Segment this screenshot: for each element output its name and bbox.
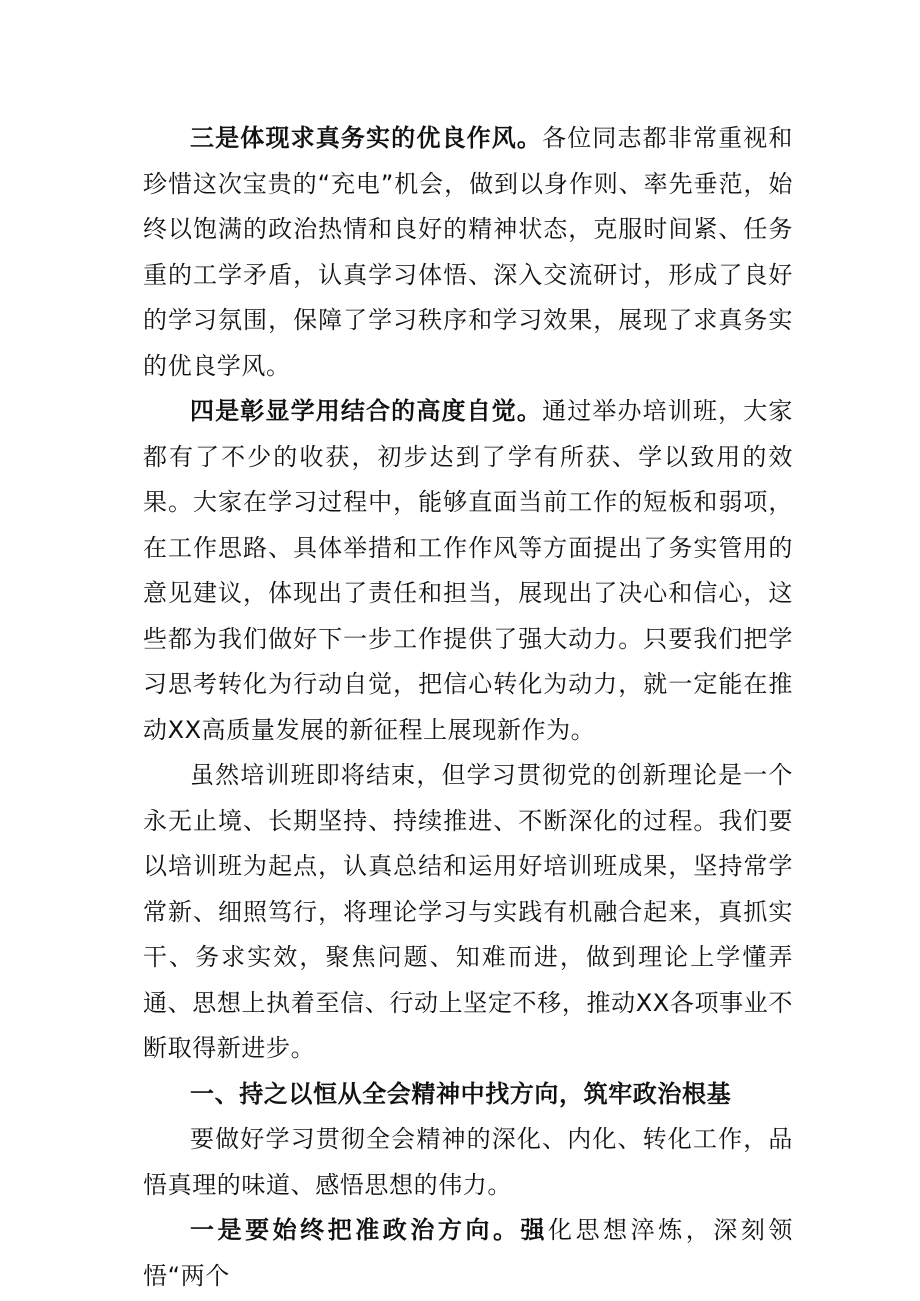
paragraph-conclusion: [143, 753, 793, 1072]
paragraph-text: 通过举办培训班，大家都有了不少的收获，初步达到了学有所获、学以致用的效果。大家在学习过程中，能够直面当前工作的短板和弱项，在工作思路、具体举措和工作作风等方面提出了务实管用的意见建议，体现出了责任和担当，展现出了决心和信心，这些都为我们做好下一步工作提供了强大动力。只要我们把学习思考转化为行动自觉，把信心转化为动力，就一定能在推动XX高质量发展的新征程上展现新作为。: [143, 397, 794, 744]
paragraph-text: 化思想淬炼，深刻领悟“两个: [143, 1216, 793, 1290]
paragraph-lead: 三是体现求真务实的优良作风。: [190, 124, 543, 152]
paragraph-political-direction: [143, 1208, 793, 1299]
paragraph-style-of-work: [143, 116, 793, 389]
section-intro: 要做好学习贯彻全会精神的深化、内化、转化工作，品悟真理的味道、感悟思想的伟力。: [143, 1125, 793, 1199]
document-body: [143, 116, 793, 1299]
paragraph-lead: 一是要始终把准政治方向。强: [190, 1216, 549, 1244]
paragraph-text: 虽然培训班即将结束，但学习贯彻党的创新理论是一个永无止境、长期坚持、持续推进、不断深化的过程。我们要以培训班为起点，认真总结和运用好培训班成果，坚持常学常新、细照笃行，将理论学习与实践有机融合起来，真抓实干、务求实效，聚焦问题、知难而进，做到理论上学懂弄通、思想上执着至信、行动上坚定不移，推动XX各项事业不断取得新进步。: [143, 761, 793, 1062]
paragraph-text: 各位同志都非常重视和珍惜这次宝贵的“充电”机会，做到以身作则、率先垂范，始终以饱满的政治热情和良好的精神状态，克服时间紧、任务重的工学矛盾，认真学习体悟、深入交流研讨，形成了良好的学习氛围，保障了学习秩序和学习效果，展现了求真务实的优良学风。: [143, 124, 794, 380]
section-heading: 一、持之以恒从全会精神中找方向，筑牢政治根基: [190, 1079, 732, 1108]
paragraph-lead: 四是彰显学用结合的高度自觉。: [190, 397, 543, 425]
paragraph-learning-application: [143, 389, 793, 753]
